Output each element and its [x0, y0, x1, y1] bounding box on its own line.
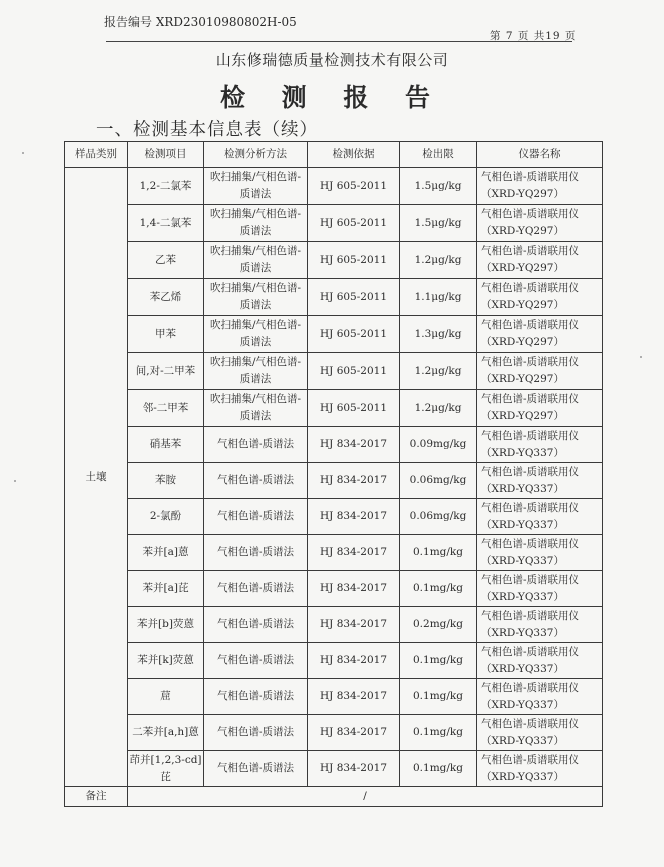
- limit-cell: 0.1mg/kg: [400, 571, 477, 607]
- table-row: [65, 643, 603, 679]
- detection-item-cell: 苯并[a]芘: [128, 571, 204, 607]
- basis-cell: HJ 834-2017: [308, 679, 400, 715]
- basis-cell: HJ 834-2017: [308, 751, 400, 787]
- detection-item-cell: 乙苯: [128, 242, 204, 279]
- instrument-cell: 气相色谱-质谱联用仪（XRD-YQ337）: [477, 607, 603, 643]
- basis-cell: HJ 605-2011: [308, 390, 400, 427]
- remarks-row: [65, 787, 603, 807]
- limit-cell: 0.06mg/kg: [400, 463, 477, 499]
- instrument-cell: 气相色谱-质谱联用仪（XRD-YQ297）: [477, 390, 603, 427]
- detection-item-cell: 1,2-二氯苯: [128, 168, 204, 205]
- table-row: [65, 607, 603, 643]
- method-cell: 吹扫捕集/气相色谱-质谱法: [204, 353, 308, 390]
- method-cell: 吹扫捕集/气相色谱-质谱法: [204, 316, 308, 353]
- detection-item-cell: 茚并[1,2,3-cd]芘: [128, 751, 204, 787]
- method-cell: 气相色谱-质谱法: [204, 715, 308, 751]
- method-cell: 吹扫捕集/气相色谱-质谱法: [204, 390, 308, 427]
- limit-cell: 0.06mg/kg: [400, 499, 477, 535]
- scan-speck: [14, 480, 16, 482]
- limit-cell: 1.1μg/kg: [400, 279, 477, 316]
- detection-item-cell: 甲苯: [128, 316, 204, 353]
- table-row: [65, 205, 603, 242]
- remarks-label: 备注: [65, 787, 128, 807]
- detection-item-cell: 苯并[b]荧蒽: [128, 607, 204, 643]
- basis-cell: HJ 834-2017: [308, 715, 400, 751]
- detection-item-cell: 苯胺: [128, 463, 204, 499]
- scan-speck: [640, 356, 642, 358]
- instrument-cell: 气相色谱-质谱联用仪（XRD-YQ337）: [477, 751, 603, 787]
- instrument-cell: 气相色谱-质谱联用仪（XRD-YQ337）: [477, 643, 603, 679]
- detection-info-table: [64, 141, 603, 807]
- page-title: 检 测 报 告: [219, 83, 445, 112]
- instrument-cell: 气相色谱-质谱联用仪（XRD-YQ297）: [477, 205, 603, 242]
- detection-item-cell: 二苯并[a,h]蒽: [128, 715, 204, 751]
- remarks-value: /: [128, 787, 603, 807]
- basis-cell: HJ 605-2011: [308, 205, 400, 242]
- table-row: [65, 390, 603, 427]
- instrument-cell: 气相色谱-质谱联用仪（XRD-YQ337）: [477, 571, 603, 607]
- basis-cell: HJ 834-2017: [308, 535, 400, 571]
- table-row: [65, 535, 603, 571]
- method-cell: 吹扫捕集/气相色谱-质谱法: [204, 279, 308, 316]
- basis-cell: HJ 834-2017: [308, 607, 400, 643]
- method-cell: 气相色谱-质谱法: [204, 571, 308, 607]
- table-header-row: [65, 142, 603, 168]
- basis-cell: HJ 834-2017: [308, 571, 400, 607]
- instrument-cell: 气相色谱-质谱联用仪（XRD-YQ297）: [477, 353, 603, 390]
- method-cell: 气相色谱-质谱法: [204, 679, 308, 715]
- instrument-cell: 气相色谱-质谱联用仪（XRD-YQ297）: [477, 242, 603, 279]
- method-cell: 吹扫捕集/气相色谱-质谱法: [204, 168, 308, 205]
- detection-item-cell: 2-氯酚: [128, 499, 204, 535]
- table-row: [65, 242, 603, 279]
- basis-cell: HJ 605-2011: [308, 353, 400, 390]
- method-cell: 气相色谱-质谱法: [204, 607, 308, 643]
- table-row: [65, 353, 603, 390]
- instrument-cell: 气相色谱-质谱联用仪（XRD-YQ337）: [477, 463, 603, 499]
- table-row: [65, 679, 603, 715]
- instrument-cell: 气相色谱-质谱联用仪（XRD-YQ337）: [477, 427, 603, 463]
- header-divider: [106, 41, 572, 42]
- limit-cell: 1.5μg/kg: [400, 168, 477, 205]
- method-cell: 气相色谱-质谱法: [204, 427, 308, 463]
- method-cell: 气相色谱-质谱法: [204, 643, 308, 679]
- basis-cell: HJ 605-2011: [308, 168, 400, 205]
- sample-category-cell: 土壤: [65, 168, 128, 787]
- table-row: [65, 751, 603, 787]
- basis-cell: HJ 834-2017: [308, 643, 400, 679]
- table-row: [65, 168, 603, 205]
- instrument-cell: 气相色谱-质谱联用仪（XRD-YQ337）: [477, 499, 603, 535]
- page-number: 第 7 页 共19 页: [490, 30, 577, 42]
- company-name: 山东修瑞德质量检测技术有限公司: [215, 51, 449, 69]
- basis-cell: HJ 605-2011: [308, 242, 400, 279]
- method-cell: 气相色谱-质谱法: [204, 463, 308, 499]
- table-row: [65, 427, 603, 463]
- limit-cell: 0.1mg/kg: [400, 643, 477, 679]
- instrument-cell: 气相色谱-质谱联用仪（XRD-YQ297）: [477, 168, 603, 205]
- table-row: [65, 279, 603, 316]
- instrument-cell: 气相色谱-质谱联用仪（XRD-YQ337）: [477, 715, 603, 751]
- table-row: [65, 463, 603, 499]
- limit-cell: 1.5μg/kg: [400, 205, 477, 242]
- basis-cell: HJ 834-2017: [308, 499, 400, 535]
- limit-cell: 0.09mg/kg: [400, 427, 477, 463]
- limit-cell: 1.3μg/kg: [400, 316, 477, 353]
- instrument-cell: 气相色谱-质谱联用仪（XRD-YQ297）: [477, 316, 603, 353]
- instrument-cell: 气相色谱-质谱联用仪（XRD-YQ337）: [477, 535, 603, 571]
- detection-item-cell: 邻-二甲苯: [128, 390, 204, 427]
- method-cell: 气相色谱-质谱法: [204, 535, 308, 571]
- scan-speck: [22, 152, 24, 154]
- detection-item-cell: 间,对-二甲苯: [128, 353, 204, 390]
- limit-cell: 0.1mg/kg: [400, 715, 477, 751]
- method-cell: 吹扫捕集/气相色谱-质谱法: [204, 242, 308, 279]
- basis-cell: HJ 605-2011: [308, 316, 400, 353]
- detection-item-cell: 苯并[a]蒽: [128, 535, 204, 571]
- limit-cell: 0.1mg/kg: [400, 535, 477, 571]
- report-number: 报告编号 XRD23010980802H-05: [104, 15, 297, 29]
- limit-cell: 1.2μg/kg: [400, 353, 477, 390]
- detection-item-cell: 䓛: [128, 679, 204, 715]
- column-header: 样品类别: [65, 142, 128, 168]
- limit-cell: 0.2mg/kg: [400, 607, 477, 643]
- instrument-cell: 气相色谱-质谱联用仪（XRD-YQ337）: [477, 679, 603, 715]
- column-header: 检测分析方法: [204, 142, 308, 168]
- column-header: 检出限: [400, 142, 477, 168]
- column-header: 检测依据: [308, 142, 400, 168]
- method-cell: 气相色谱-质谱法: [204, 499, 308, 535]
- basis-cell: HJ 834-2017: [308, 463, 400, 499]
- limit-cell: 1.2μg/kg: [400, 242, 477, 279]
- detection-item-cell: 苯并[k]荧蒽: [128, 643, 204, 679]
- method-cell: 气相色谱-质谱法: [204, 751, 308, 787]
- detection-item-cell: 1,4-二氯苯: [128, 205, 204, 242]
- limit-cell: 0.1mg/kg: [400, 679, 477, 715]
- table-row: [65, 715, 603, 751]
- limit-cell: 0.1mg/kg: [400, 751, 477, 787]
- detection-item-cell: 硝基苯: [128, 427, 204, 463]
- basis-cell: HJ 834-2017: [308, 427, 400, 463]
- column-header: 检测项目: [128, 142, 204, 168]
- table-row: [65, 571, 603, 607]
- method-cell: 吹扫捕集/气相色谱-质谱法: [204, 205, 308, 242]
- instrument-cell: 气相色谱-质谱联用仪（XRD-YQ297）: [477, 279, 603, 316]
- column-header: 仪器名称: [477, 142, 603, 168]
- limit-cell: 1.2μg/kg: [400, 390, 477, 427]
- section-title: 一、检测基本信息表（续）: [96, 120, 318, 140]
- table-row: [65, 316, 603, 353]
- basis-cell: HJ 605-2011: [308, 279, 400, 316]
- detection-item-cell: 苯乙烯: [128, 279, 204, 316]
- table-row: [65, 499, 603, 535]
